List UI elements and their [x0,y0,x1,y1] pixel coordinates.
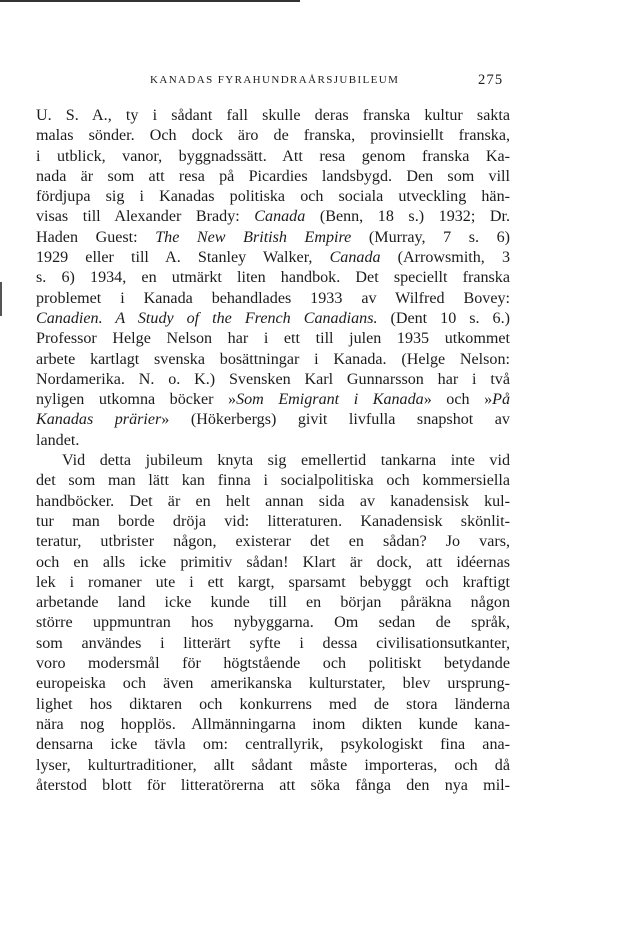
text-line [36,207,510,227]
text-segment: i utblick, vanor, byggnadssätt. Att resa genom franska Ka- [36,147,510,165]
text-line [36,289,510,309]
text-line [36,756,510,776]
text-line [36,147,510,167]
italic-title-text: Canada [329,249,381,267]
text-segment: teratur, utbrister någon, existerar det en sådan? Jo vars, [36,533,510,551]
text-segment: europeiska och även amerikanska kulturstater, blev ursprung- [36,675,510,693]
text-line [36,106,510,126]
text-segment: (Murray, 7 s. 6) [351,228,510,246]
italic-title-text: Canadien. A Study of the French Canadians. [36,309,378,327]
text-segment: (Benn, 18 s.) 1932; Dr. [305,208,510,226]
text-line [36,634,510,654]
text-segment: U. S. A., ty i sådant fall skulle deras franska kultur sakta [36,107,510,124]
text-line [36,187,510,207]
text-line [36,735,510,755]
text-segment: Vid detta jubileum knyta sig emellertid tankarna inte vid [62,452,510,470]
text-segment: arbetande land icke kunde till en början påräkna någon [36,594,510,612]
text-segment: nära nog hopplös. Allmänningarna inom dikten kunde kana- [36,715,510,733]
text-segment: s. 6) 1934, en utmärkt liten handbok. Det speciellt franska [36,269,510,287]
page-number: 275 [478,72,504,88]
text-line [36,228,510,248]
text-line [36,695,510,715]
text-line [36,715,510,735]
text-line [36,471,510,491]
text-segment: » (Hökerbergs) givit livfulla snapshot av [161,411,510,429]
text-segment: lyser, kulturtraditioner, allt sådant måste importeras, och då [36,756,510,774]
text-segment: (Arrowsmith, 3 [380,249,510,267]
italic-title-text: Canada [254,208,306,226]
text-segment: voro modersmål för högtstående och politiskt betydande [36,655,510,673]
italic-title-text: På [492,391,511,409]
text-segment: lek i romaner ute i ett kargt, sparsamt bebyggt och kraftigt [36,573,510,591]
text-segment: Nordamerika. N. o. K.) Svensken Karl Gunnarsson har i två [36,370,510,388]
text-line [36,329,510,349]
text-segment: och en alls icke primitiv sådan! Klart är dock, att idéernas [36,553,510,571]
text-segment: problemet i Kanada behandlades 1933 av Wilfred Bovey: [36,289,510,307]
text-segment: malas sönder. Och dock äro de franska, provinsiellt franska, [36,127,510,145]
italic-title-text: Kanadas prärier [36,411,162,429]
text-segment: som användes i litterärt syfte i dessa civilisationsutkanter, [36,634,510,652]
italic-title-text: Som Emigrant i Kanada [236,391,424,409]
running-title: KANADAS FYRAHUNDRAÅRSJUBILEUM [150,74,400,86]
text-segment: arbete kartlagt svenska bosättningar i Kanada. (Helge Nelson: [36,350,510,368]
text-segment: tur man borde dröja vid: litteraturen. Kanadensisk skönlit- [36,512,510,530]
text-segment: landet. [36,431,80,449]
text-line [36,431,510,451]
text-line [36,532,510,552]
text-line [36,674,510,694]
text-segment: 1929 eller till A. Stanley Walker, [36,249,330,267]
text-segment: återstod blott för litteratörerna att söka fånga den nya mil- [36,776,510,794]
text-line [36,126,510,146]
text-line [36,350,510,370]
text-line [36,492,510,512]
text-segment: visas till Alexander Brady: [36,208,255,226]
text-segment: lighet hos diktaren och konkurrens med de stora länderna [36,695,510,713]
text-segment: Professor Helge Nelson har i ett till julen 1935 utkommet [36,330,510,348]
text-line [36,553,510,573]
text-segment: Haden Guest: [36,228,156,246]
text-segment: handböcker. Det är en helt annan sida av kanadensisk kul- [36,492,510,510]
text-line [36,410,510,430]
text-segment: fördjupa sig i Kanadas politiska och sociala utveckling hän- [36,188,510,206]
text-line [36,512,510,532]
text-segment: det som man lätt kan finna i socialpolitiska och kommersiella [36,472,510,490]
text-line [36,654,510,674]
text-line [36,309,510,329]
running-head [0,72,624,90]
text-line [36,390,510,410]
text-line [36,167,510,187]
text-line [36,248,510,268]
text-segment: » och » [423,391,493,409]
text-line [36,451,510,471]
text-segment: (Dent 10 s. 6.) [377,309,510,327]
text-segment: större uppmuntran hos nybyggarna. Om sedan de språk, [36,614,510,632]
text-line [36,573,510,593]
margin-mark [0,282,2,316]
body-text [36,106,510,796]
text-segment: nada är som att resa på Picardies landsbygd. Den som vill [36,167,510,185]
text-line [36,593,510,613]
text-segment: nyligen utkomna böcker » [36,391,237,409]
text-line [36,613,510,633]
text-line [36,370,510,390]
text-line [36,776,510,796]
text-segment: densarna icke tävla om: centrallyrik, psykologiskt fina ana- [36,736,510,754]
text-line [36,268,510,288]
top-edge-rule [0,0,300,2]
italic-title-text: The New British Empire [155,228,352,246]
